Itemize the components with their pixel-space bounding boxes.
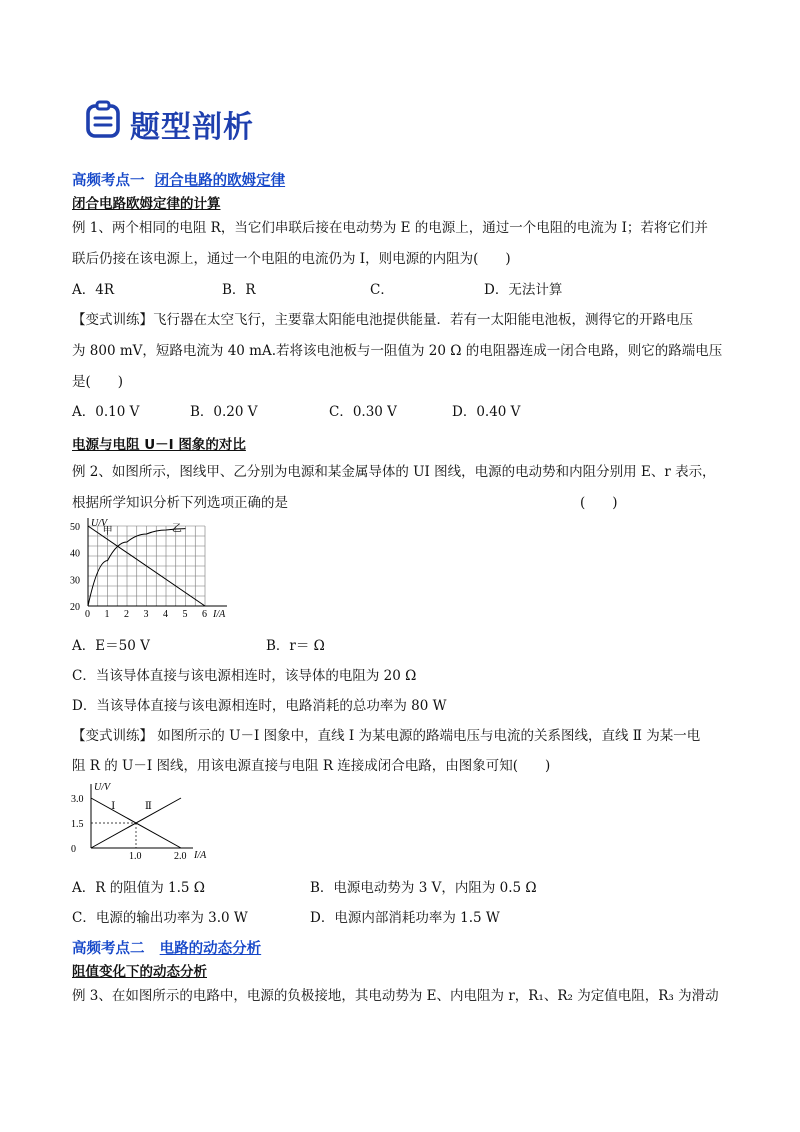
chart-ui-2	[66, 780, 216, 866]
page-title: 题型剖析	[130, 110, 254, 145]
var2-option-a: A．R 的阻值为 1.5 Ω	[72, 880, 205, 896]
ex1-option-a: A．4R	[72, 282, 115, 298]
x-tick-label: 4	[163, 609, 168, 620]
var1-line3: 是( )	[72, 374, 124, 390]
ex3-line1: 例 3、在如图所示的电路中，电源的负极接地，其电动势为 E、内电阻为 r，R₁、R₂ 为定值电阻，R₃ 为滑动	[72, 988, 719, 1004]
ex1-line2: 联后仍接在该电源上，通过一个电阻的电流仍为 I，则电源的内阻为( )	[72, 251, 511, 267]
ex2-paren: ( )	[580, 495, 618, 511]
ex2-option-c: C．当该导体直接与该电源相连时，该导体的电阻为 20 Ω	[72, 668, 417, 684]
var2-line1: 【变式训练】 如图所示的 U－I 图象中，直线 Ⅰ 为某电源的路端电压与电流的关系图线，直线 Ⅱ 为某一电	[72, 728, 701, 744]
series-label-i: Ⅰ	[111, 800, 116, 812]
subheading-2: 电源与电阻 U－I 图象的对比	[72, 437, 246, 453]
section1-label: 高频考点一	[72, 173, 145, 189]
clipboard-icon	[84, 100, 124, 140]
var1-option-b: B．0.20 V	[190, 404, 258, 420]
var1-line1: 【变式训练】飞行器在太空飞行，主要靠太阳能电池提供能量．若有一太阳能电池板，测得它的开路电压	[72, 312, 693, 328]
var1-option-a: A．0.10 V	[72, 404, 140, 420]
var2-line2: 阻 R 的 U－I 图线，用该电源直接与电阻 R 连接成闭合电路，由图象可知( )	[72, 758, 551, 774]
ex1-option-d: D．无法计算	[484, 282, 563, 298]
ex2-option-d: D．当该导体直接与该电源相连时，电路消耗的总功率为 80 W	[72, 698, 447, 714]
var1-line2: 为 800 mV，短路电流为 40 mA.若将该电池板与一阻值为 20 Ω 的电阻器连成一闭合电路，则它的路端电压	[72, 343, 723, 359]
ex1-option-b: B．R	[222, 282, 256, 298]
x-tick-label: 3	[143, 609, 149, 620]
ex1-line1: 例 1、两个相同的电阻 R，当它们串联后接在电动势为 E 的电源上，通过一个电阻的电流为 I；若将它们并	[72, 220, 708, 236]
y-tick-label: 20	[70, 602, 80, 613]
y-axis-label: U/V	[91, 518, 108, 529]
ex2-option-a: A．E＝50 V	[72, 638, 150, 654]
x-tick-label: 0	[85, 609, 90, 620]
y-tick-label: 1.5	[71, 819, 84, 830]
series-label-yi: 乙	[171, 523, 182, 535]
x-axis-label: I/A	[194, 850, 207, 861]
ex2-line1: 例 2、如图所示，图线甲、乙分别为电源和某金属导体的 UI 图线，电源的电动势和内阻分别用 E、r 表示，	[72, 464, 716, 480]
section2-title: 电路的动态分析	[159, 941, 262, 957]
section1-title: 闭合电路的欧姆定律	[154, 173, 286, 189]
var2-option-b: B．电源电动势为 3 V，内阻为 0.5 Ω	[310, 880, 537, 896]
section1-heading	[72, 169, 285, 190]
x-tick-label: 2	[124, 609, 129, 620]
ex2-line2: 根据所学知识分析下列选项正确的是	[72, 495, 288, 511]
x-tick-label: 1	[104, 609, 110, 620]
subheading-1: 闭合电路欧姆定律的计算	[72, 196, 221, 212]
x-tick-label: 2.0	[174, 851, 187, 862]
title-icon	[84, 100, 124, 140]
y-tick-label: 50	[70, 522, 80, 533]
y-tick-label: 3.0	[71, 794, 84, 805]
x-tick-label: 1.0	[129, 851, 142, 862]
y-tick-label: 40	[70, 548, 80, 560]
var2-option-c: C．电源的输出功率为 3.0 W	[72, 910, 248, 926]
y-axis-label: U/V	[94, 782, 111, 793]
y-tick-label: 0	[71, 844, 76, 855]
ex2-option-b: B．r＝ Ω	[266, 638, 325, 654]
section2-heading	[72, 937, 261, 958]
var1-option-c: C．0.30 V	[329, 404, 397, 420]
section2-label: 高频考点二	[72, 941, 145, 957]
series-label-ii: Ⅱ	[145, 800, 152, 812]
x-axis-label: I/A	[213, 609, 226, 620]
x-tick-label: 5	[182, 609, 188, 620]
x-tick-label: 6	[202, 609, 207, 620]
ex1-option-c: C．	[370, 282, 394, 298]
var1-option-d: D．0.40 V	[452, 404, 521, 420]
chart-ui-1	[66, 516, 246, 620]
var2-option-d: D．电源内部消耗功率为 1.5 W	[310, 910, 500, 926]
y-tick-label: 30	[70, 575, 80, 587]
subheading-3: 阻值变化下的动态分析	[72, 964, 207, 980]
series-label-jia: 甲	[102, 526, 113, 537]
